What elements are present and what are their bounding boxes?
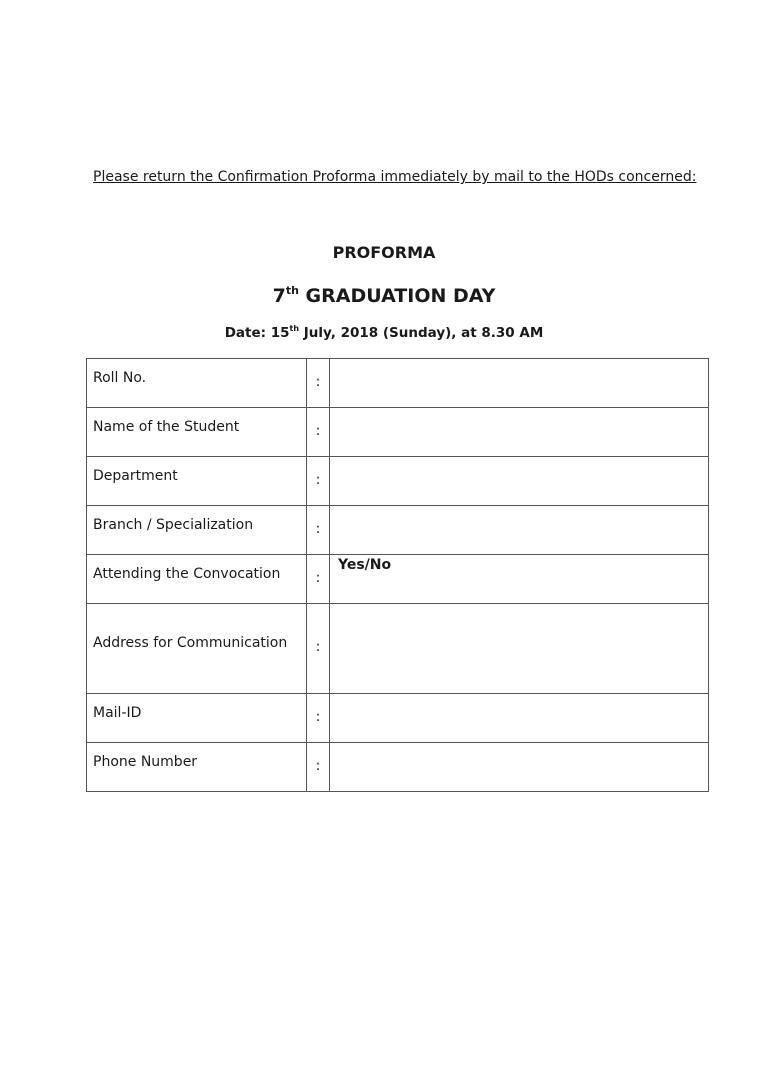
student-name-field[interactable] <box>330 408 709 457</box>
address-field[interactable] <box>330 604 709 694</box>
address-label: Address for Communication <box>87 604 307 694</box>
event-ordinal-number: 7 <box>272 285 286 307</box>
event-name: GRADUATION DAY <box>305 285 496 307</box>
mail-id-field[interactable] <box>330 694 709 743</box>
address-separator: : <box>307 604 330 694</box>
attending-separator: : <box>307 555 330 604</box>
proforma-form-table <box>86 358 709 792</box>
roll-no-field[interactable] <box>330 359 709 408</box>
date-prefix: Date: 15 <box>224 325 290 341</box>
phone-label: Phone Number <box>87 743 307 792</box>
event-title <box>0 285 768 307</box>
roll-no-label: Roll No. <box>87 359 307 408</box>
department-field[interactable] <box>330 457 709 506</box>
form-row-branch <box>87 506 709 555</box>
form-row-attending <box>87 555 709 604</box>
mail-id-label: Mail-ID <box>87 694 307 743</box>
form-row-student-name <box>87 408 709 457</box>
branch-field[interactable] <box>330 506 709 555</box>
mail-id-separator: : <box>307 694 330 743</box>
student-name-label: Name of the Student <box>87 408 307 457</box>
department-label: Department <box>87 457 307 506</box>
event-ordinal-suffix: th <box>285 284 299 297</box>
form-row-roll-no <box>87 359 709 408</box>
form-row-address <box>87 604 709 694</box>
department-separator: : <box>307 457 330 506</box>
event-date <box>0 325 768 341</box>
student-name-separator: : <box>307 408 330 457</box>
phone-separator: : <box>307 743 330 792</box>
date-rest: July, 2018 (Sunday), at 8.30 AM <box>299 325 544 341</box>
branch-label: Branch / Specialization <box>87 506 307 555</box>
branch-separator: : <box>307 506 330 555</box>
roll-no-separator: : <box>307 359 330 408</box>
form-row-mail-id <box>87 694 709 743</box>
form-row-department <box>87 457 709 506</box>
instruction-text: Please return the Confirmation Proforma immediately by mail to the HODs concerned: <box>93 169 697 185</box>
attending-field[interactable]: Yes/No <box>330 555 709 604</box>
attending-label: Attending the Convocation <box>87 555 307 604</box>
date-suffix: th <box>289 324 300 333</box>
phone-field[interactable] <box>330 743 709 792</box>
proforma-heading: PROFORMA <box>332 243 436 262</box>
form-row-phone <box>87 743 709 792</box>
